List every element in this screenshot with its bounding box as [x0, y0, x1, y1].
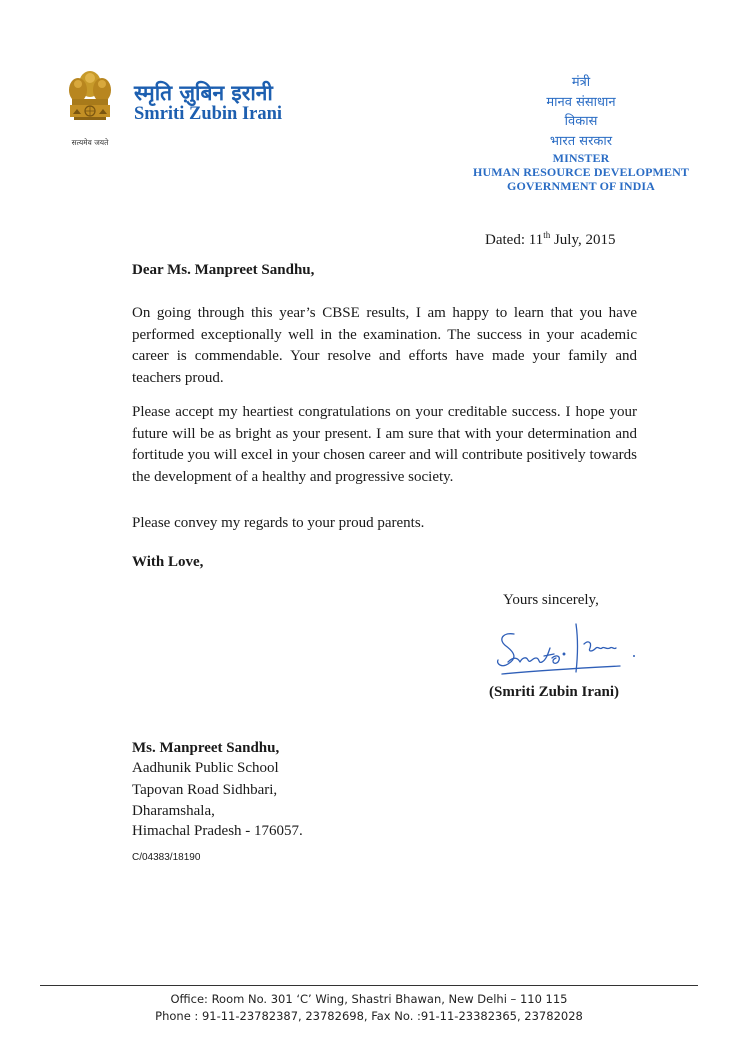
signatory-name: (Smriti Zubin Irani) [489, 684, 620, 700]
handwritten-signature [492, 618, 642, 680]
date-prefix: Dated: 11 [485, 232, 544, 248]
footer-phone: Phone : 91-11-23782387, 23782698, Fax No. :91-11-23382365, 23782028 [155, 1009, 583, 1023]
paragraph-2: Please accept my heartiest congratulations on your creditable success. I hope your future will be as bright as your present. I am sure that with your determination and fortitude you will excel in your chosen career and will contribute positively towards the development of a healthy and progressive society. [132, 404, 637, 485]
ashoka-emblem-icon [64, 66, 116, 152]
designation-hindi-line-3: विकास [564, 114, 598, 129]
footer-divider [40, 985, 698, 986]
date-superscript: th [543, 230, 551, 240]
letterhead-name-english: Smriti Zubin Irani [134, 104, 283, 124]
recipient-address-line-4: Himachal Pradesh - 176057. [132, 823, 303, 839]
letter-date [485, 230, 615, 249]
designation-hindi-line-2: मानव संसाधान [546, 95, 616, 110]
designation-english-line-2: HUMAN RESOURCE DEVELOPMENT [473, 165, 689, 179]
designation-hindi-line-1: मंत्री [571, 75, 591, 90]
yours-sincerely: Yours sincerely, [503, 592, 599, 608]
emblem-motto: सत्यमेव जयते [71, 138, 109, 147]
recipient-name: Ms. Manpreet Sandhu, [132, 740, 280, 756]
designation-english-line-3: GOVERNMENT OF INDIA [507, 179, 655, 193]
designation-english-line-1: MINSTER [552, 151, 610, 165]
reference-number: C/04383/18190 [132, 852, 201, 863]
recipient-address-line-2: Tapovan Road Sidhbari, [132, 782, 278, 798]
letterhead-name-hindi: स्मृति ज़ुबिन इरानी [134, 81, 273, 105]
footer-address: Office: Room No. 301 ‘C’ Wing, Shastri Bhawan, New Delhi – 110 115 [170, 992, 568, 1006]
paragraph-1: On going through this year’s CBSE results, I am happy to learn that you have performed exceptionally well in the examination. The success in your academic career is commendable. Your resolve and efforts have made your family and teachers proud. [132, 305, 637, 386]
paragraph-3: Please convey my regards to your proud parents. [132, 515, 425, 531]
date-suffix: July, 2015 [550, 232, 616, 248]
designation-hindi-line-4: भारत सरकार [549, 134, 613, 149]
recipient-address-line-1: Aadhunik Public School [132, 760, 279, 776]
closing: With Love, [132, 554, 204, 570]
salutation: Dear Ms. Manpreet Sandhu, [132, 262, 315, 278]
recipient-address-line-3: Dharamshala, [132, 803, 215, 819]
